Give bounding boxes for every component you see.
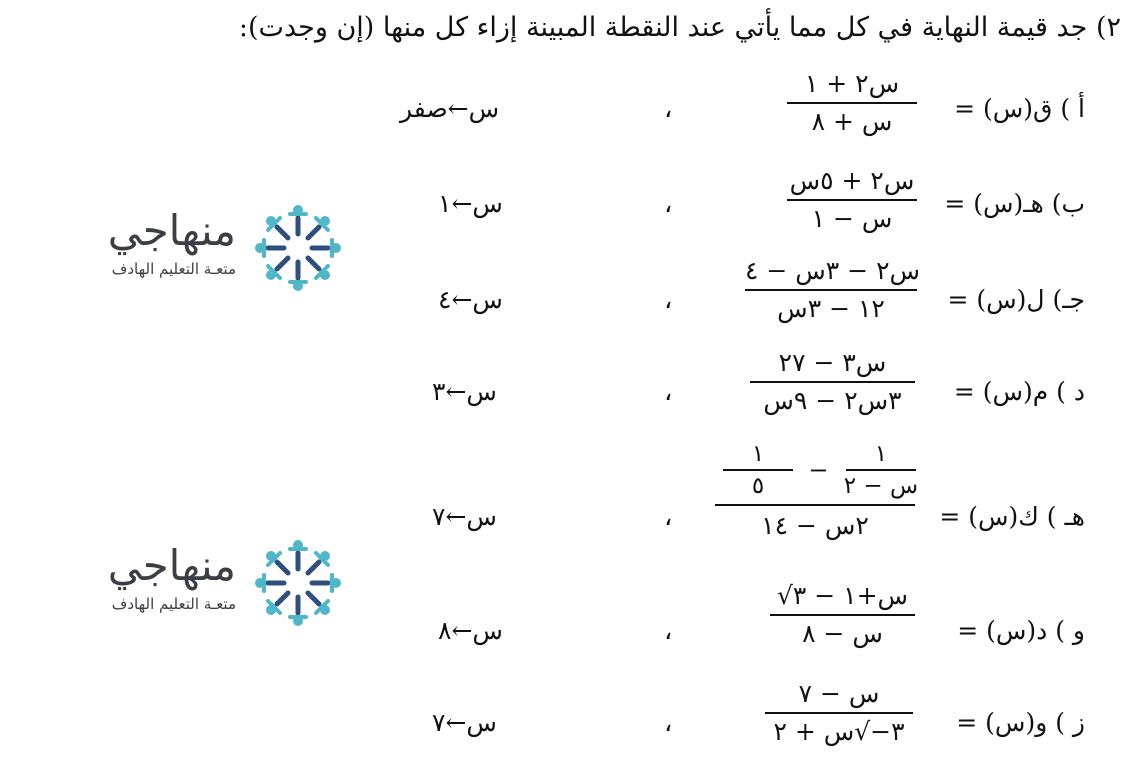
denominator: ١٢ − ٣س — [777, 294, 885, 323]
fraction — [787, 68, 917, 138]
logo-tagline: متعـة التعليم الهادف — [111, 595, 236, 613]
fraction-bar — [750, 381, 915, 383]
denominator: س + ٨ — [811, 107, 893, 136]
fraction-bar — [787, 199, 917, 201]
complex-numerator — [715, 440, 919, 500]
separator-comma: ، — [664, 502, 673, 532]
function-label: د ) م(س) = — [953, 377, 1085, 406]
limit-point: س←صفر — [400, 94, 500, 123]
fraction — [745, 255, 921, 325]
fraction-bar — [715, 504, 915, 506]
function-label: ب) هـ(س) = — [944, 189, 1085, 218]
logo-wordmark: منهاجي — [107, 206, 236, 255]
limit-point: س←٤ — [438, 285, 503, 314]
function-label: أ ) ق(س) = — [954, 94, 1085, 123]
limit-item-d — [0, 347, 1137, 427]
manhaji-logo — [68, 200, 348, 296]
separator-comma: ، — [664, 94, 673, 124]
separator-comma: ، — [664, 708, 673, 738]
numerator: س٢ − ٣س − ٤ — [745, 256, 921, 285]
denominator: ٢س − ١٤ — [761, 511, 869, 540]
denominator: ٣−√س + ٢ — [773, 717, 905, 746]
limit-point: س←١ — [438, 189, 503, 218]
fraction — [787, 165, 917, 235]
inner-fraction-right — [723, 440, 793, 500]
fraction-bar — [787, 102, 917, 104]
denominator: س − ١ — [811, 204, 893, 233]
function-label: جـ) ل(س) = — [947, 285, 1085, 314]
inner-minus: − — [808, 456, 829, 484]
limit-item-a — [0, 68, 1137, 148]
limit-point: س←٧ — [432, 708, 497, 737]
fraction — [750, 347, 915, 417]
logo-tagline: متعـة التعليم الهادف — [111, 260, 236, 278]
fraction-bar — [765, 712, 913, 714]
fraction-bar — [770, 614, 915, 616]
fraction — [765, 678, 913, 748]
function-label: ز ) و(س) = — [956, 708, 1085, 737]
question-title: ٢) جد قيمة النهاية في كل مما يأتي عند النقطة المبينة إزاء كل منها (إن وجدت): — [238, 12, 1121, 43]
separator-comma: ، — [664, 616, 673, 646]
complex-fraction — [715, 440, 919, 542]
manhaji-logo — [68, 535, 348, 631]
separator-comma: ، — [664, 189, 673, 219]
function-label: و ) د(س) = — [957, 616, 1085, 645]
inner-fraction-left — [844, 440, 918, 500]
inner-denominator: س − ٢ — [843, 473, 919, 499]
function-label: هـ ) ك(س) = — [939, 502, 1085, 531]
fraction-bar — [745, 289, 917, 291]
fraction — [770, 580, 915, 650]
limit-item-g — [0, 678, 1137, 758]
numerator: س − ٧ — [798, 679, 880, 708]
inner-numerator: ١ — [751, 441, 765, 467]
limit-point: س←٨ — [438, 616, 503, 645]
denominator: ٣س٢ − ٩س — [763, 386, 902, 415]
numerator: س٢ + ٥س — [789, 166, 915, 195]
inner-fraction-bar — [723, 469, 793, 471]
limit-point: س←٧ — [432, 502, 497, 531]
inner-numerator: ١ — [874, 441, 888, 467]
numerator: س٢ + ١ — [804, 69, 900, 98]
people-circle-icon — [250, 535, 346, 631]
separator-comma: ، — [664, 285, 673, 315]
inner-fraction-bar — [846, 469, 916, 471]
numerator: √س+١ − ٣ — [776, 581, 909, 610]
limit-point: س←٣ — [432, 377, 497, 406]
denominator: س − ٨ — [802, 619, 883, 648]
logo-wordmark: منهاجي — [107, 541, 236, 590]
inner-denominator: ٥ — [751, 473, 765, 499]
people-circle-icon — [250, 200, 346, 296]
numerator: س٣ − ٢٧ — [778, 348, 887, 377]
separator-comma: ، — [664, 377, 673, 407]
